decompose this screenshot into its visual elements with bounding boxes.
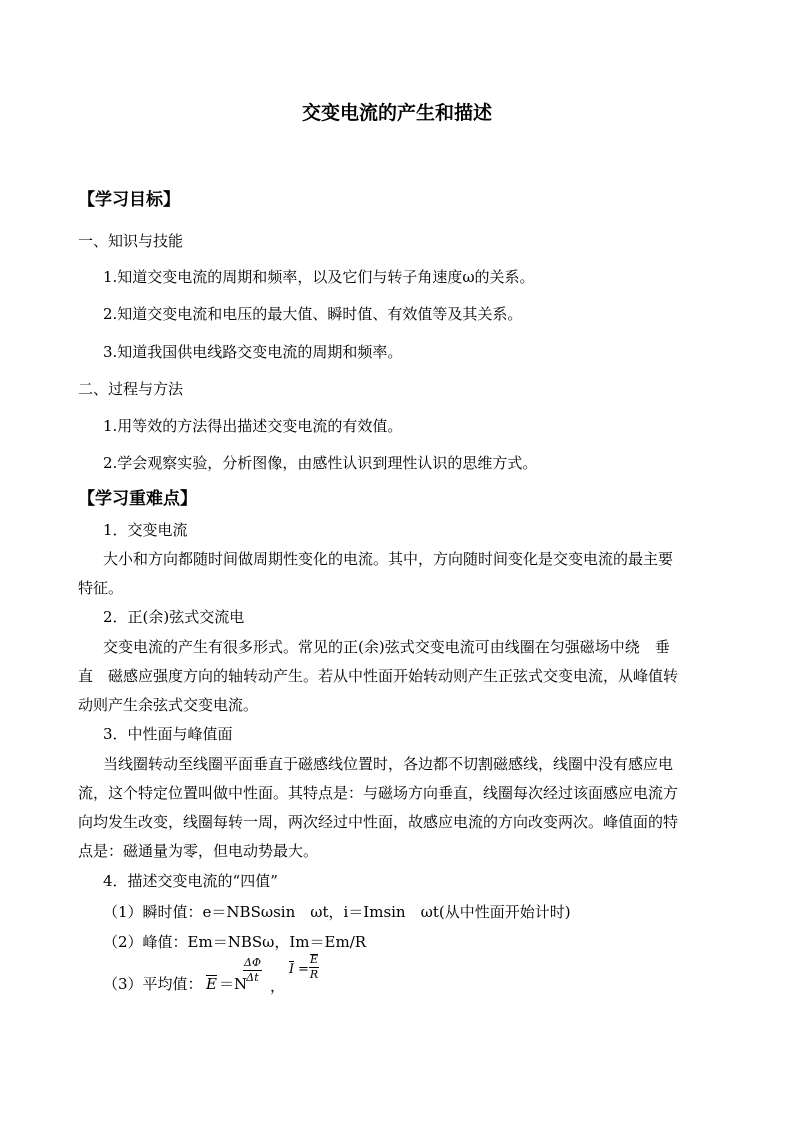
formula-comma: ， [270,977,286,995]
process-item: 1.用等效的方法得出描述交变电流的有效值。 [103,417,403,435]
knowledge-item: 1.知道交变电流的周期和频率，以及它们与转子角速度ω的关系。 [103,268,535,286]
formula-e-average [206,974,217,994]
kp3-line: 点是：磁通量为零，但电动势最大。 [78,842,319,860]
knowledge-item: 2.知道交变电流和电压的最大值、瞬时值、有效值等及其关系。 [103,305,523,323]
kp2-line: 交变电流的产生有很多形式。常见的正(余)弦式交变电流可由线圈在匀强磁场中绕 垂 [103,638,670,656]
knowledge-heading: 一、知识与技能 [78,232,184,250]
formula-eq: = [298,962,309,977]
objectives-heading: 【学习目标】 [78,190,180,210]
page-title: 交变电流的产生和描述 [301,102,492,124]
fraction-denominator: R [309,968,319,981]
value-peak: （2）峰值：Em＝NBSω，Im＝Em/R [103,933,367,951]
kp3-line: 流，这个特定位置叫做中性面。其特点是：与磁场方向垂直，线圈每次经过该面感应电流方 [78,784,679,802]
kp3-line: 向均发生改变，线圈每转一周，两次经过中性面，故感应电流的方向改变两次。峰值面的特 [78,813,679,831]
kp2-line: 动则产生余弦式交变电流。 [78,696,259,714]
value-instantaneous: （1）瞬时值：e＝NBSωsin ωt，i＝Imsin ωt(从中性面开始计时) [103,903,571,921]
formula-eq-n: ＝N [219,975,248,993]
kp4-title: 4．描述交变电流的“四值” [103,872,278,890]
kp1-line: 大小和方向都随时间做周期性变化的电流。其中，方向随时间变化是交变电流的最主要 [103,550,674,568]
fraction-delta-phi-over-delta-t [243,956,262,985]
kp1-title: 1．交变电流 [103,521,188,539]
kp2-title: 2．正(余)弦式交流电 [103,608,245,626]
kp1-line: 特征。 [78,579,124,597]
kp3-line: 当线圈转动至线圈平面垂直于磁感线位置时，各边都不切割磁感线，线圈中没有感应电 [103,755,674,773]
kp3-title: 3．中性面与峰值面 [103,725,233,743]
fraction-numerator [309,953,319,968]
e-bar-symbol: E [310,953,319,966]
process-item: 2.学会观察实验，分析图像，由感性认识到理性认识的思维方式。 [103,454,538,472]
kp2-line: 直 磁感应强度方向的轴转动产生。若从中性面开始转动则产生正弦式交变电流，从峰值转 [78,667,679,685]
knowledge-item: 3.知道我国供电线路交变电流的周期和频率。 [103,343,403,361]
e-bar-symbol: E [206,975,217,993]
keypoints-heading: 【学习重难点】 [78,489,197,509]
fraction-e-over-r [309,953,319,982]
fraction-denominator: Δt [246,971,259,984]
formula-i-average [289,960,294,980]
i-bar-symbol: I [289,960,294,980]
value-average-label: （3）平均值： [103,975,203,993]
process-heading: 二、过程与方法 [78,380,184,398]
fraction-numerator: ΔΦ [244,956,261,969]
